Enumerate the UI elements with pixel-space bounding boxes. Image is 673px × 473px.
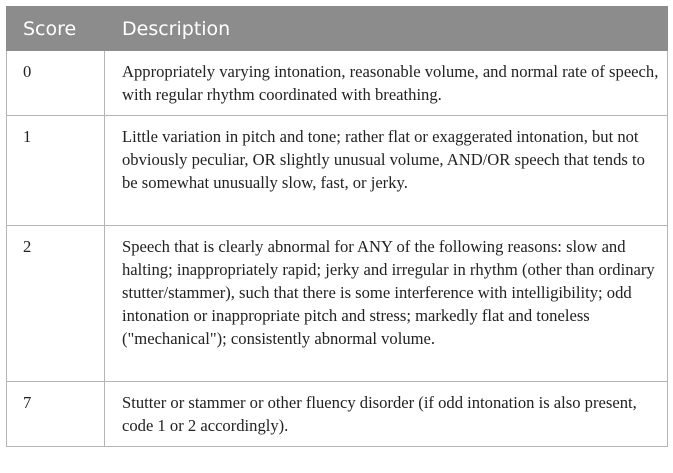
table-row xyxy=(7,51,668,116)
table-row xyxy=(7,226,668,382)
row-description: Speech that is clearly abnormal for ANY of the following reasons: slow and halting; inappropriately rapid; jerky and irregular in rhythm (other than ordinary stutter/stammer), such that there is some interference with intelligibility; odd intonation or inappropriate pitch and stress; markedly flat and toneless ("mechanical"); consistently abnormal volume. xyxy=(105,226,668,382)
table-row xyxy=(7,116,668,226)
row-score: 1 xyxy=(7,116,105,226)
header-description: Description xyxy=(105,7,668,51)
row-description: Stutter or stammer or other fluency disorder (if odd intonation is also present, code 1 or 2 accordingly). xyxy=(105,382,668,447)
row-score: 7 xyxy=(7,382,105,447)
row-score: 2 xyxy=(7,226,105,382)
table-row xyxy=(7,382,668,447)
row-description: Little variation in pitch and tone; rather flat or exaggerated intonation, but not obviously peculiar, OR slightly unusual volume, AND/OR speech that tends to be somewhat unusually slow, fast, or jerky. xyxy=(105,116,668,226)
row-score: 0 xyxy=(7,51,105,116)
score-description-table xyxy=(6,6,668,447)
row-description: Appropriately varying intonation, reasonable volume, and normal rate of speech, with regular rhythm coordinated with breathing. xyxy=(105,51,668,116)
header-score: Score xyxy=(7,7,105,51)
table-header-row xyxy=(7,7,668,51)
